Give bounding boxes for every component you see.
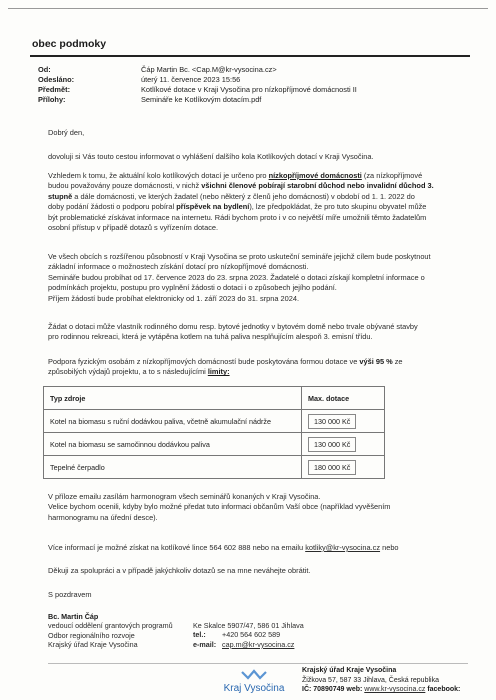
highlight-text: všichni členové pobírají starobní důchod nebo invalidní důchod 3. — [201, 181, 434, 191]
table-cell — [302, 433, 385, 456]
header-value: Semináře ke Kotlíkovým dotacím.pdf — [141, 95, 262, 104]
signature-office: Krajský úřad Kraje Vysočina — [48, 640, 138, 650]
logo-text: Kraj Vysočina — [223, 683, 285, 694]
table-header-row — [44, 387, 385, 410]
header-key: Přílohy: — [38, 95, 66, 104]
signature-department: Odbor regionálního rozvoje — [48, 630, 135, 640]
table-row — [44, 456, 385, 479]
paragraph-seminars: Ve všech obcích s rozšířenou působností v Kraji Vysočina se proto uskuteční semináře jejichž cílem bude poskytnout základní informace o možnostech získání dotací pro nízkopříjmové domácnosti. Semináře budou probíhat od 17. července 2023 do 23. srpna 2023. Žadatelé o dotaci získají kompletní informace o podmínkách projektu, postupu pro vyplnění žádosti o dotaci i o způsobech jejího podání. Příjem žádostí bude probíhat elektronicky od 1. září 2023 do 31. srpna 2024. — [48, 252, 431, 303]
tel-value: +420 564 602 589 — [222, 630, 281, 640]
table-header: Max. dotace — [302, 387, 385, 410]
tel-label: tel.: — [193, 630, 206, 640]
contact-email-link[interactable]: cap.m@kr-vysocina.cz — [222, 639, 295, 649]
paragraph-attachment: V příloze emailu zasílám harmonogram všech seminářů konaných v Kraji Vysočina. Velice bychom ocenili, kdyby bylo možné předat tuto informaci občanům Vaší obce (například vyvěšením harmonogramu na úřední desce). — [48, 492, 391, 522]
kraj-vysocina-logo — [208, 668, 300, 694]
top-divider — [8, 8, 488, 9]
footer-org: Krajský úřad Kraje Vysočina — [302, 667, 397, 674]
highlight-text: stupně — [48, 191, 73, 201]
greeting: Dobrý den, — [48, 128, 85, 137]
highlight-text: příspěvek na bydlení — [176, 202, 250, 212]
footer-web-link[interactable]: www.kr-vysocina.cz — [364, 686, 426, 693]
header-key: Od: — [38, 65, 51, 74]
paragraph-support: Podpora fyzickým osobám z nízkopříjmových domácností bude poskytována formou dotace ve výši 95 % ze způsobilých výdajů projektu, a to s následujícími limity: — [48, 357, 403, 377]
footer-web-label: web: — [346, 686, 363, 693]
signature-block — [48, 612, 173, 650]
amount-value: 180 000 Kč — [308, 460, 356, 475]
footer-address: Žižkova 57, 587 33 Jihlava, Česká republika — [302, 677, 439, 684]
contact-block — [193, 621, 304, 649]
header-value: Čáp Martin Bc. <Cap.M@kr-vysocina.cz> — [141, 65, 277, 74]
page-title: obec podmoky — [32, 38, 107, 50]
table-row — [44, 410, 385, 433]
table-header: Typ zdroje — [44, 387, 302, 410]
footer-ic: IČ: 70890749 — [302, 686, 345, 693]
closing: S pozdravem — [48, 590, 92, 599]
paragraph-thanks: Děkuji za spolupráci a v případě jakýchkoliv dotazů se na mne neváhejte obrátit. — [48, 566, 311, 575]
highlight-text: limity: — [207, 367, 230, 377]
amount-value: 130 000 Kč — [308, 414, 356, 429]
paragraph-target-group: Vzhledem k tomu, že aktuální kolo kotlíkových dotací je určeno pro nízkopříjmové domácnosti (za nízkopříjmové budou považovány pouze domácnosti, v nichž všichni členové pobírají starobní důchod nebo invalidní důchod 3. stupně a dále domácnosti, ve kterých žadatel (nebo některý z členů jeho domácnosti) v období od 1. 1. 2022 do doby podání žádosti o podporu pobíral příspěvek na bydlení), lze předpokládat, že pro tuto skupinu obyvatel může být problematické získávat informace na internetu. Rádi bychom proto i v co největší míře umožnili těmto žadatelům osobní přístup v případě dotazů s vyřízením dotace. — [48, 171, 434, 233]
header-key: Předmět: — [38, 85, 71, 94]
signature-role: vedoucí oddělení grantových programů — [48, 621, 173, 631]
header-value: úterý 11. července 2023 15:56 — [141, 75, 241, 84]
table-cell — [302, 456, 385, 479]
table-cell — [302, 410, 385, 433]
logo-mark — [242, 671, 266, 678]
table-cell: Kotel na biomasu se samočinnou dodávkou paliva — [44, 433, 302, 456]
amount-value: 130 000 Kč — [308, 437, 356, 452]
highlight-text: výši 95 % — [359, 357, 393, 366]
title-rule — [30, 55, 470, 57]
intro-paragraph: dovoluji si Vás touto cestou informovat o vyhlášení dalšího kola Kotlíkových dotací v Kraji Vysočina. — [48, 152, 374, 161]
paragraph-more-info: Více informací je možné získat na kotlíkové lince 564 602 888 nebo na emailu kotliky@kr-vysocina.cz nebo — [48, 543, 399, 552]
table-cell: Tepelné čerpadlo — [44, 456, 302, 479]
footer-divider — [48, 663, 468, 664]
table-row — [44, 433, 385, 456]
subsidy-limits-table — [43, 386, 385, 479]
kotliky-email-link[interactable]: kotliky@kr-vysocina.cz — [305, 543, 381, 552]
footer-ids — [302, 685, 460, 694]
contact-address: Ke Skalce 5907/47, 586 01 Jihlava — [193, 621, 304, 630]
table-cell: Kotel na biomasu s ruční dodávkou paliva, včetně akumulační nádrže — [44, 410, 302, 433]
header-key: Odesláno: — [38, 75, 75, 84]
signature-name: Bc. Martin Čáp — [48, 612, 99, 621]
highlight-text: nízkopříjmové domácnosti — [268, 171, 362, 180]
email-label: e-mail: — [193, 639, 217, 649]
footer-fb-label: facebook: — [427, 686, 461, 693]
paragraph-eligibility: Žádat o dotaci může vlastník rodinného domu resp. bytové jednotky v bytovém domě nebo trvale obývané stavby pro rodinnou rekreaci, která je vytápěna kotlem na tuhá paliva nesplňujícím alespoň 3. emisní třídu. — [48, 322, 418, 342]
header-value: Kotlíkové dotace v Kraji Vysočina pro nízkopříjmové domácnosti II — [141, 85, 357, 94]
